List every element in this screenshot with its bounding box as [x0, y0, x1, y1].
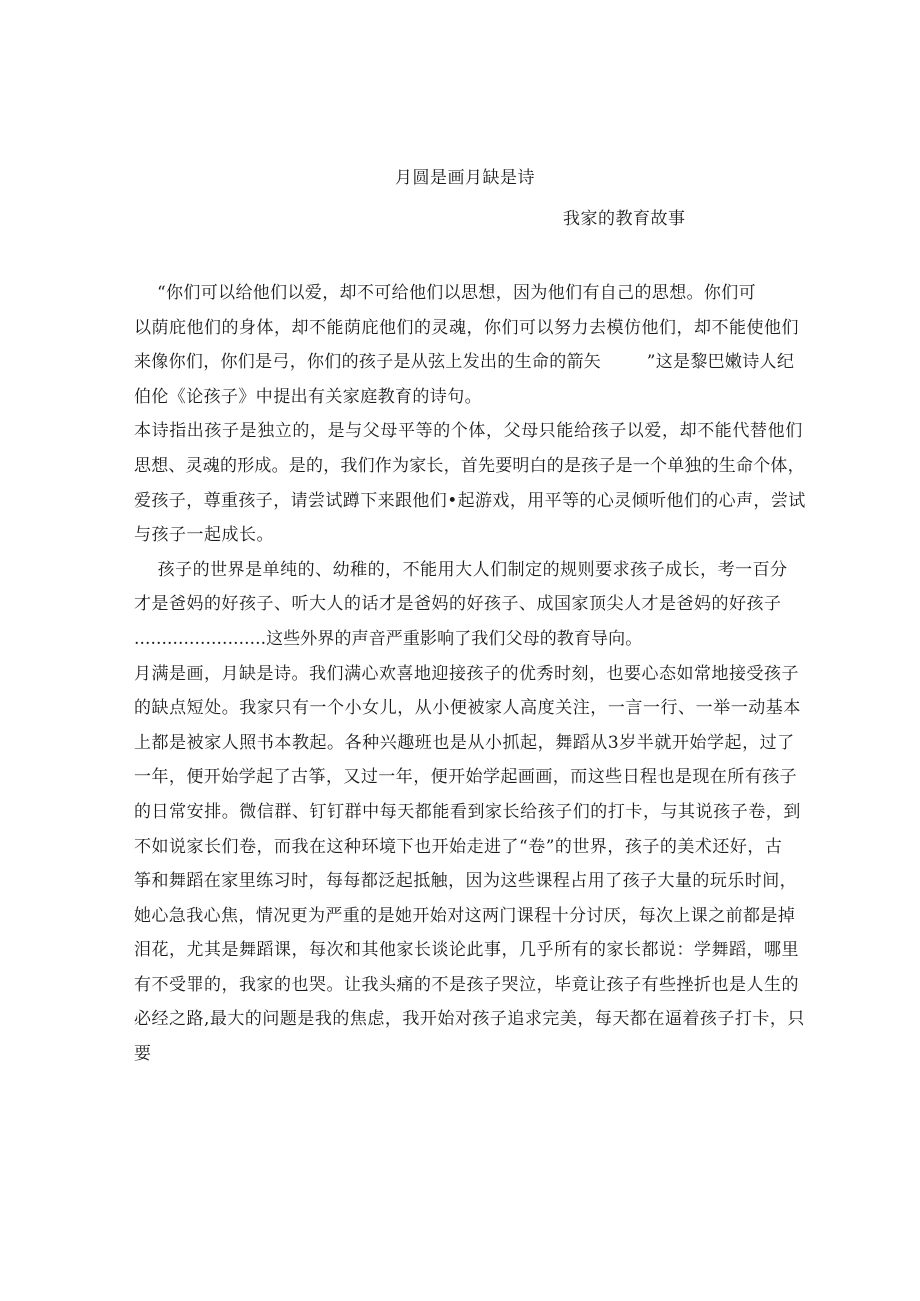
text-line: 不如说家长们卷，而我在这种环境下也开始走进了“卷”的世界，孩子的美术还好，古 — [134, 836, 783, 857]
text-line: 的缺点短处。我家只有一个小女儿，从小便被家人高度关注，一言一行、一举一动基本 — [134, 698, 801, 719]
text-line: 思想、灵魂的形成。是的，我们作为家长，首先要明白的是孩子是一个单独的生命个体， — [134, 455, 805, 476]
text-line: 爱孩子，尊重孩子，请尝试蹲下来跟他们•起游戏，用平等的心灵倾听他们的心声，尝试 — [134, 490, 806, 511]
document-body — [134, 276, 806, 1072]
text-line: 伯伦《论孩子》中提出有关家庭教育的诗句。 — [134, 386, 482, 407]
text-line: 才是爸妈的好孩子、听大人的话才是爸妈的好孩子、成国家顶尖人才是爸妈的好孩子 — [134, 594, 782, 615]
text-line: 月满是画，月缺是诗。我们满心欢喜地迎接孩子的优秀时刻，也要心态如常地接受孩子 — [134, 663, 799, 684]
text-line: 孩子的世界是单纯的、幼稚的，不能用大人们制定的规则要求孩子成长，考一百分 — [134, 559, 788, 580]
document-subtitle: 我家的教育故事 — [563, 209, 686, 229]
text-line: 她心急我心焦，情况更为严重的是她开始对这两门课程十分讨厌，每次上课之前都是掉 — [134, 905, 796, 926]
text-line: 来像你们，你们是弓，你们的孩子是从弦上发出的生命的箭矢 ”这是黎巴嫩诗人纪 — [134, 352, 795, 373]
text-line: 筝和舞蹈在家里练习时，每每都泛起抵触，因为这些课程占用了孩子大量的玩乐时间， — [134, 871, 798, 892]
document-title: 月圆是画月缺是诗 — [395, 168, 535, 188]
text-line: 与孩子一起成长。 — [134, 525, 274, 546]
text-line: 要 — [134, 1044, 152, 1065]
text-line: 上都是被家人照书本教起。各种兴趣班也是从小抓起，舞蹈从3岁半就开始学起，过了 — [134, 732, 795, 753]
text-line: 的日常安排。微信群、钉钉群中每天都能看到家长给孩子们的打卡，与其说孩子卷，到 — [134, 801, 801, 822]
text-line: 一年，便开始学起了古筝，又过一年，便开始学起画画，而这些日程也是现在所有孩子 — [134, 767, 798, 788]
text-line: 泪花，尤其是舞蹈课，每次和其他家长谈论此事，几乎所有的家长都说：学舞蹈，哪里 — [134, 940, 799, 961]
text-line: ........................这些外界的声音严重影响了我们父母的教育导向。 — [134, 628, 643, 649]
text-line: “你们可以给他们以爱，却不可给他们以思想，因为他们有自己的思想。你们可 — [134, 283, 756, 303]
text-line: 必经之路,最大的问题是我的焦虑，我开始对孩子追求完美，每天都在逼着孩子打卡，只 — [134, 1009, 805, 1030]
text-line: 以荫庇他们的身体，却不能荫庇他们的灵魂，你们可以努力去模仿他们，却不能使他们 — [134, 317, 799, 338]
text-line: 有不受罪的，我家的也哭。让我头痛的不是孩子哭泣，毕竟让孩子有些挫折也是人生的 — [134, 974, 799, 995]
text-line: 本诗指出孩子是独立的，是与父母平等的个体，父母只能给孩子以爱，却不能代替他们 — [134, 421, 803, 442]
